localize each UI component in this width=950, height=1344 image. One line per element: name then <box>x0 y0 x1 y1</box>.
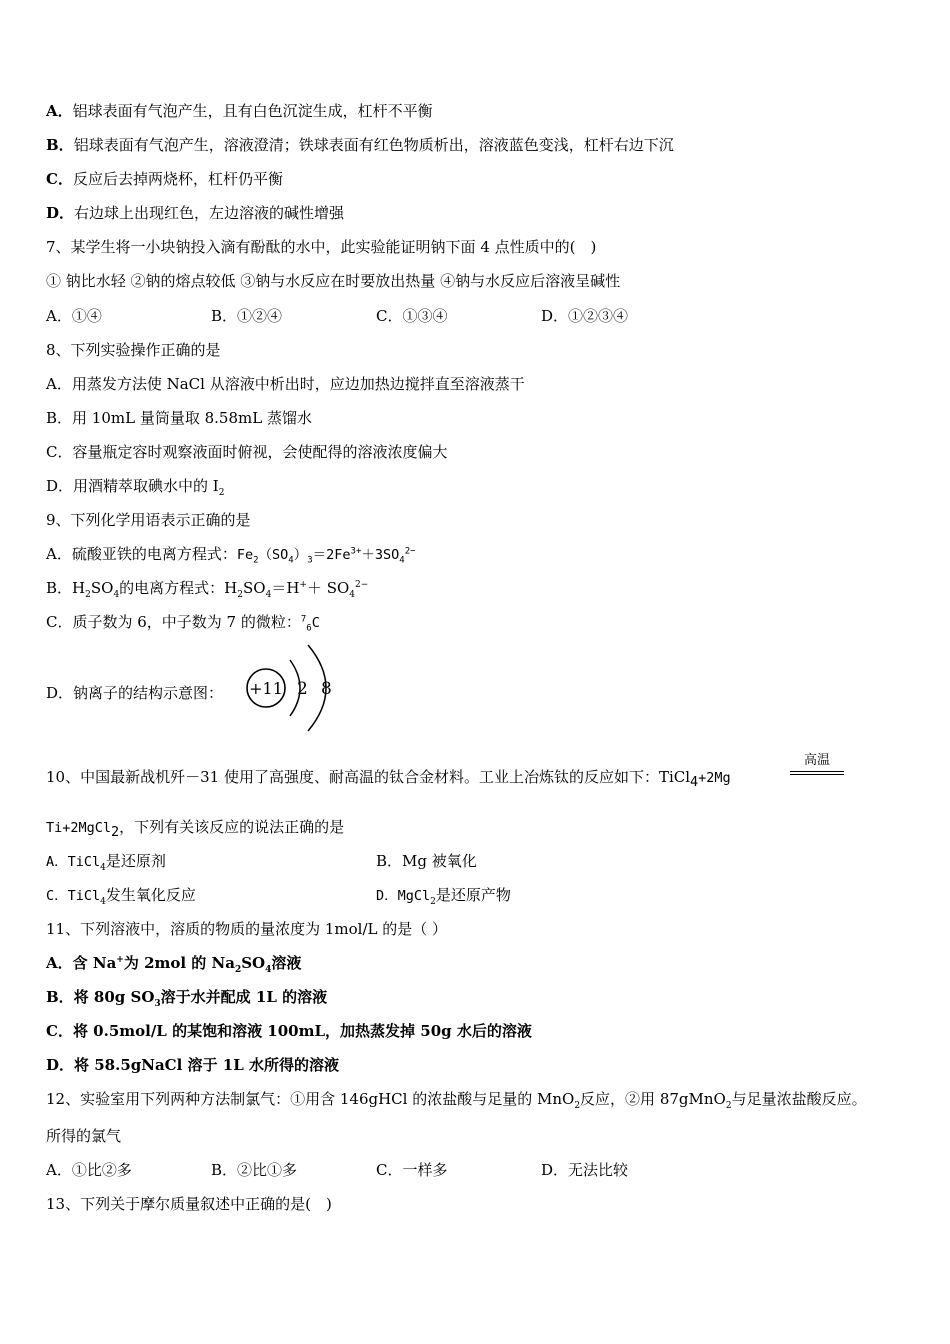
q10-option-d-formula: D．MgCl <box>376 888 431 904</box>
eq-sub: 3 <box>307 555 313 566</box>
q9-option-b <box>46 578 368 598</box>
eq-sub: 4 <box>288 555 294 566</box>
eq-part: SO <box>243 579 266 597</box>
q6-option-b-text: 铝球表面有气泡产生，溶液澄清；铁球表面有红色物质析出，溶液蓝色变浅，杠杆右边下沉 <box>73 136 674 154</box>
q8-option-b: B．用 10mL 量筒量取 8.58mL 蒸馏水 <box>46 409 312 427</box>
q11-option-d: D．将 58.5gNaCl 溶于 1L 水所得的溶液 <box>46 1056 339 1074</box>
eq-part: ＝H <box>271 579 300 597</box>
q10-cont-formula: Ti+2MgCl <box>46 820 112 836</box>
q9-option-a <box>46 544 416 565</box>
nuclide-number: 6 <box>306 623 312 634</box>
q6-option-c <box>46 169 283 189</box>
q11-a-sub: 4 <box>265 965 272 975</box>
q10-option-a-text: 是还原剂 <box>105 852 166 870</box>
q12-option-c: C．一样多 <box>376 1161 448 1179</box>
q9-option-a-label: A．硫酸亚铁的电离方程式： <box>46 545 237 563</box>
eq-charge: 3+ <box>350 546 362 557</box>
eq-sub: 4 <box>265 590 272 600</box>
q10-stem-text: 10、中国最新战机歼－31 使用了高强度、耐高温的钛合金材料。工业上冶炼钛的反应如下：TiCl <box>46 768 691 786</box>
q12-stem <box>46 1089 867 1109</box>
eq-sub: 4 <box>349 590 356 600</box>
eq-charge: + <box>299 580 307 590</box>
q11-a-part: SO <box>241 954 266 972</box>
q7-option-a: A．①④ <box>46 307 102 325</box>
q12-continuation: 所得的氯气 <box>46 1127 122 1145</box>
q6-option-d <box>46 203 344 223</box>
q11-option-c: C．将 0.5mol/L 的某饱和溶液 100mL，加热蒸发掉 50g 水后的溶液 <box>46 1022 532 1040</box>
q8-option-c: C．容量瓶定容时观察液面时俯视，会使配得的溶液浓度偏大 <box>46 443 448 461</box>
q12-option-a: A．①比②多 <box>46 1161 132 1179</box>
q7-option-c: C．①③④ <box>376 307 448 325</box>
q9-stem: 9、下列化学用语表示正确的是 <box>46 511 251 529</box>
q7-option-b: B．①②④ <box>211 307 283 325</box>
nuclide-element: C <box>311 615 320 631</box>
q12-stem-part: 12、实验室用下列两种方法制氯气：①用含 146gHCl 的浓盐酸与足量的 MnO <box>46 1090 575 1108</box>
eq-part: ＝2Fe <box>312 547 351 563</box>
nucleus-charge: +11 <box>249 679 283 698</box>
shell-1-count: 2 <box>297 679 308 699</box>
q9-option-c <box>46 612 320 633</box>
q10-option-d <box>376 885 511 906</box>
q7-option-d: D．①②③④ <box>541 307 629 325</box>
q12-option-b: B．②比①多 <box>211 1161 298 1179</box>
q9-option-b-equation <box>72 579 369 600</box>
q10-option-a <box>46 851 166 872</box>
eq-sub: 2 <box>253 555 259 566</box>
q9-option-a-equation <box>236 546 416 566</box>
q10-option-c-formula: C．TiCl <box>46 888 101 904</box>
q11-option-a <box>46 953 301 973</box>
q11-stem: 11、下列溶液中，溶质的物质的量浓度为 1mol/L 的是（ ） <box>46 920 448 938</box>
q6-option-c-label: C． <box>46 170 73 188</box>
q12-stem-sub: 2 <box>725 1101 732 1111</box>
q12-stem-sub: 2 <box>574 1101 581 1111</box>
reaction-condition <box>790 754 844 778</box>
q10-stem-sub: 4 <box>690 774 699 790</box>
q10-option-a-sub: 4 <box>100 863 106 873</box>
q9-option-d: D．钠离子的结构示意图： <box>46 684 224 702</box>
q6-option-b-label: B． <box>46 136 74 154</box>
eq-sub: 4 <box>399 555 405 566</box>
q8-stem: 8、下列实验操作正确的是 <box>46 341 221 359</box>
q6-option-c-text: 反应后去掉两烧杯，杠杆仍平衡 <box>72 170 283 188</box>
q6-option-a-label: A． <box>46 102 73 120</box>
condition-label: 高温 <box>803 753 830 768</box>
q11-a-part: 溶液 <box>271 954 302 972</box>
q8-option-d-text: D．用酒精萃取碘水中的 I <box>46 477 219 495</box>
q8-option-d-sub: 2 <box>218 488 225 498</box>
q10-option-a-formula: A．TiCl <box>46 854 101 870</box>
eq-part: ＋ SO <box>306 579 350 597</box>
q11-option-b <box>46 987 327 1007</box>
q6-option-a <box>46 101 433 121</box>
q7-stem: 7、某学生将一小块钠投入滴有酚酞的水中，此实验能证明钠下面 4 点性质中的( ) <box>46 238 597 256</box>
q11-a-part: 为 2mol 的 Na <box>123 954 235 972</box>
q11-b-part: B．将 80g SO <box>46 988 155 1006</box>
eq-part: Fe <box>236 547 254 563</box>
eq-part: H <box>72 579 86 597</box>
eq-charge: 2− <box>355 580 369 590</box>
q8-option-a: A．用蒸发方法使 NaCl 从溶液中析出时，应边加热边搅拌直至溶液蒸干 <box>46 375 525 393</box>
q12-stem-part: 反应，②用 87gMnO <box>580 1090 726 1108</box>
eq-part: （SO <box>258 547 289 563</box>
q10-cont-text: ，下列有关该反应的说法正确的是 <box>119 818 345 836</box>
q10-option-c-text: 发生氧化反应 <box>105 886 196 904</box>
eq-charge: 2− <box>404 546 416 557</box>
q10-option-b: B．Mg 被氧化 <box>376 852 477 870</box>
condition-line-bottom <box>790 774 844 775</box>
q7-properties: ① 钠比水轻 ②钠的熔点较低 ③钠与水反应在时要放出热量 ④钠与水反应后溶液呈碱性 <box>46 272 621 290</box>
q12-stem-part: 与足量浓盐酸反应。 <box>731 1090 867 1108</box>
q11-b-part: 溶于水并配成 1L 的溶液 <box>160 988 328 1006</box>
q10-cont-sub: 2 <box>111 824 120 840</box>
eq-part: SO <box>90 579 114 597</box>
q6-option-b <box>46 135 674 155</box>
q9-option-c-nuclide <box>300 614 320 634</box>
shell-2-count: 8 <box>321 679 332 699</box>
q10-option-d-text: 是还原产物 <box>435 886 511 904</box>
q11-a-sub: 2 <box>234 965 242 975</box>
q10-option-d-sub: 2 <box>430 897 436 907</box>
eq-sub: 2 <box>237 590 243 600</box>
q10-option-c-sub: 4 <box>100 897 106 907</box>
sodium-ion-diagram <box>244 640 344 735</box>
q9-option-b-label: B． <box>46 579 73 597</box>
q8-option-d <box>46 476 224 496</box>
eq-part: 的电离方程式：H <box>119 579 238 597</box>
eq-part: ） <box>293 547 308 563</box>
nuclide-mass: 7 <box>300 614 307 625</box>
q10-stem-tail: +2Mg <box>698 770 731 786</box>
q10-continuation <box>46 817 344 838</box>
eq-sub: 4 <box>113 590 120 600</box>
q13-stem: 13、下列关于摩尔质量叙述中正确的是( ) <box>46 1195 332 1213</box>
eq-part: ＋3SO <box>361 547 400 563</box>
q11-a-charge: + <box>116 955 124 965</box>
q11-b-sub: 3 <box>154 999 161 1009</box>
q10-stem <box>46 767 731 788</box>
q6-option-d-text: 右边球上出现红色，左边溶液的碱性增强 <box>74 204 345 222</box>
eq-sub: 2 <box>85 590 91 600</box>
q6-option-d-label: D． <box>46 204 75 222</box>
q12-option-d: D．无法比较 <box>541 1161 629 1179</box>
q6-option-a-text: 铝球表面有气泡产生，且有白色沉淀生成，杠杆不平衡 <box>72 102 433 120</box>
q11-a-part: A．含 Na <box>46 954 117 972</box>
condition-line-top <box>790 771 844 772</box>
q9-option-c-label: C．质子数为 6，中子数为 7 的微粒： <box>46 613 301 631</box>
q10-option-c <box>46 885 196 906</box>
